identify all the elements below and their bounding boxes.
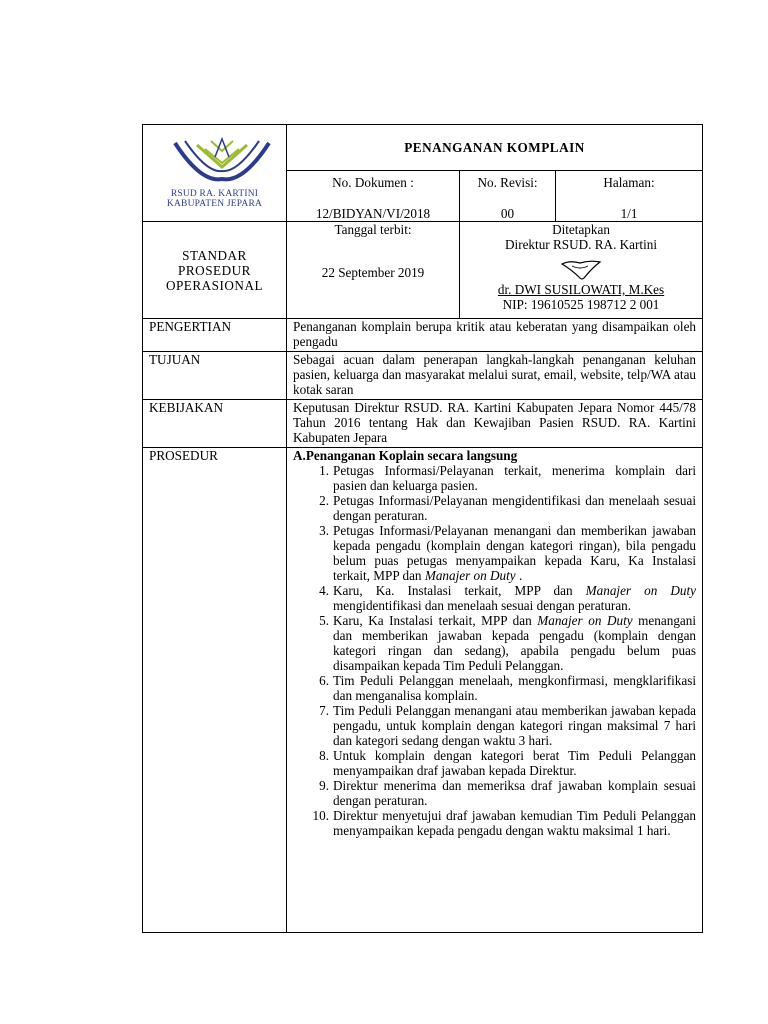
step-text: Direktur menerima dan memeriksa draf jawaban komplain sesuai dengan peraturan. [333,778,697,808]
prosedur-step [293,493,696,523]
no-revisi-value: 00 [500,206,515,221]
sop-label-line2: PROSEDUR [178,262,251,278]
logo-text [143,189,286,209]
no-dokumen-cell [287,171,460,222]
prosedur-section-title: A.Penanganan Koplain secara langsung [293,448,518,463]
prosedur-step [293,778,696,808]
step-text-post: menangani dan memberikan jawaban kepada pengadu (komplain dengan kategori ringan dan sedang), apabila pengadu belum puas disampaikan kepada Tim Peduli Pelanggan. [333,613,697,673]
halaman-value: 1/1 [620,206,638,221]
sop-table [142,124,703,933]
hospital-logo-icon [171,135,273,187]
prosedur-content [287,448,703,933]
step-text: Tim Peduli Pelanggan menangani atau memberikan jawaban kepada pengadu, untuk komplain dengan kategori ringan maksimal 7 hari dan kategori sedang dengan waktu 3 hari. [333,703,697,748]
step-text [333,583,696,613]
director-nip: NIP: 19610525 198712 2 001 [502,297,660,312]
step-number: 9. [319,778,329,793]
sop-label-line1: STANDAR [182,247,247,263]
logo-line1: RSUD RA. KARTINI [170,189,259,199]
kebijakan-text: Keputusan Direktur RSUD. RA. Kartini Kabupaten Jepara Nomor 445/78 Tahun 2016 tentang Hak dan Kewajiban Pasien RSUD. RA. Kartini Kabupaten Jepara [287,400,703,448]
step-text [333,523,696,583]
halaman-label: Halaman: [603,175,655,190]
step-text-emphasis: Manajer on Duty [585,583,697,598]
step-text-pre: Karu, Ka Instalasi terkait, MPP dan [333,613,538,628]
prosedur-step [293,613,696,673]
prosedur-step [293,748,696,778]
step-text: Untuk komplain dengan kategori berat Tim Peduli Pelanggan menyampaikan draf jawaban kepada Direktur. [333,748,697,778]
prosedur-step [293,808,696,838]
step-text-post: . [515,568,523,583]
prosedur-step [293,523,696,583]
no-dokumen-label: No. Dokumen : [332,175,414,190]
step-text: Tim Peduli Pelanggan menelaah, mengkonfirmasi, mengklarifikasi dan menganalisa komplain. [333,673,697,703]
step-text-emphasis: Manajer on Duty [537,613,633,628]
step-number: 5. [319,613,329,628]
step-number: 3. [319,523,329,538]
sop-label-cell [143,222,287,319]
prosedur-step [293,583,696,613]
halaman-cell [556,171,703,222]
ditetapkan-role: Direktur RSUD. RA. Kartini [505,237,658,252]
sop-label-line3: OPERASIONAL [165,277,264,293]
step-number: 8. [319,748,329,763]
no-revisi-label: No. Revisi: [477,175,538,190]
step-number: 10. [312,808,329,823]
prosedur-step [293,673,696,703]
pengertian-text: Penanganan komplain berupa kritik atau keberatan yang disampaikan oleh pengadu [287,319,703,352]
tujuan-text: Sebagai acuan dalam penerapan langkah-langkah penanganan keluhan pasien, keluarga dan masyarakat melalui surat, email, website, telp/WA atau kotak saran [287,352,703,400]
prosedur-step [293,463,696,493]
signature-icon [558,258,604,282]
step-text: Petugas Informasi/Pelayanan terkait, menerima komplain dari pasien dan keluarga pasien. [333,463,697,493]
step-number: 4. [319,583,329,598]
kebijakan-label: KEBIJAKAN [143,400,287,448]
logo-cell [143,125,287,222]
prosedur-step [293,703,696,748]
ditetapkan-label: Ditetapkan [552,222,610,237]
step-number: 1. [319,463,329,478]
tanggal-terbit-cell [287,222,460,319]
tujuan-label: TUJUAN [143,352,287,400]
step-number: 2. [319,493,329,508]
step-number: 6. [319,673,329,688]
prosedur-steps [293,463,696,838]
step-number: 7. [319,703,329,718]
no-revisi-cell [460,171,556,222]
logo-line2: KABUPATEN JEPARA [166,199,263,209]
step-text-emphasis: Manajer on Duty [424,568,516,583]
document-title: PENANGANAN KOMPLAIN [287,125,703,171]
step-text-pre: Karu, Ka. Instalasi terkait, MPP dan [333,583,586,598]
step-text: Direktur menyetujui draf jawaban kemudian Tim Peduli Pelanggan menyampaikan kepada pengadu dengan waktu maksimal 1 hari. [333,808,697,838]
ditetapkan-cell [460,222,703,319]
director-name: dr. DWI SUSILOWATI, M.Kes [497,282,665,297]
step-text: Petugas Informasi/Pelayanan mengidentifikasi dan menelaah sesuai dengan peraturan. [333,493,697,523]
pengertian-label: PENGERTIAN [143,319,287,352]
tanggal-terbit-label: Tanggal terbit: [334,222,412,237]
prosedur-label: PROSEDUR [143,448,287,933]
tanggal-terbit-value: 22 September 2019 [321,265,425,280]
no-dokumen-value: 12/BIDYAN/VI/2018 [315,206,431,221]
step-text [333,613,696,673]
step-text-post: mengidentifikasi dan menelaah sesuai dengan peraturan. [333,598,632,613]
step-text-pre: Petugas Informasi/Pelayanan menangani dan memberikan jawaban kepada pengadu (komplain dengan kategori ringan), bila pengadu belum puas petugas menyampaikan kepada Karu, Ka Instalasi terkait, MPP dan [333,523,697,583]
